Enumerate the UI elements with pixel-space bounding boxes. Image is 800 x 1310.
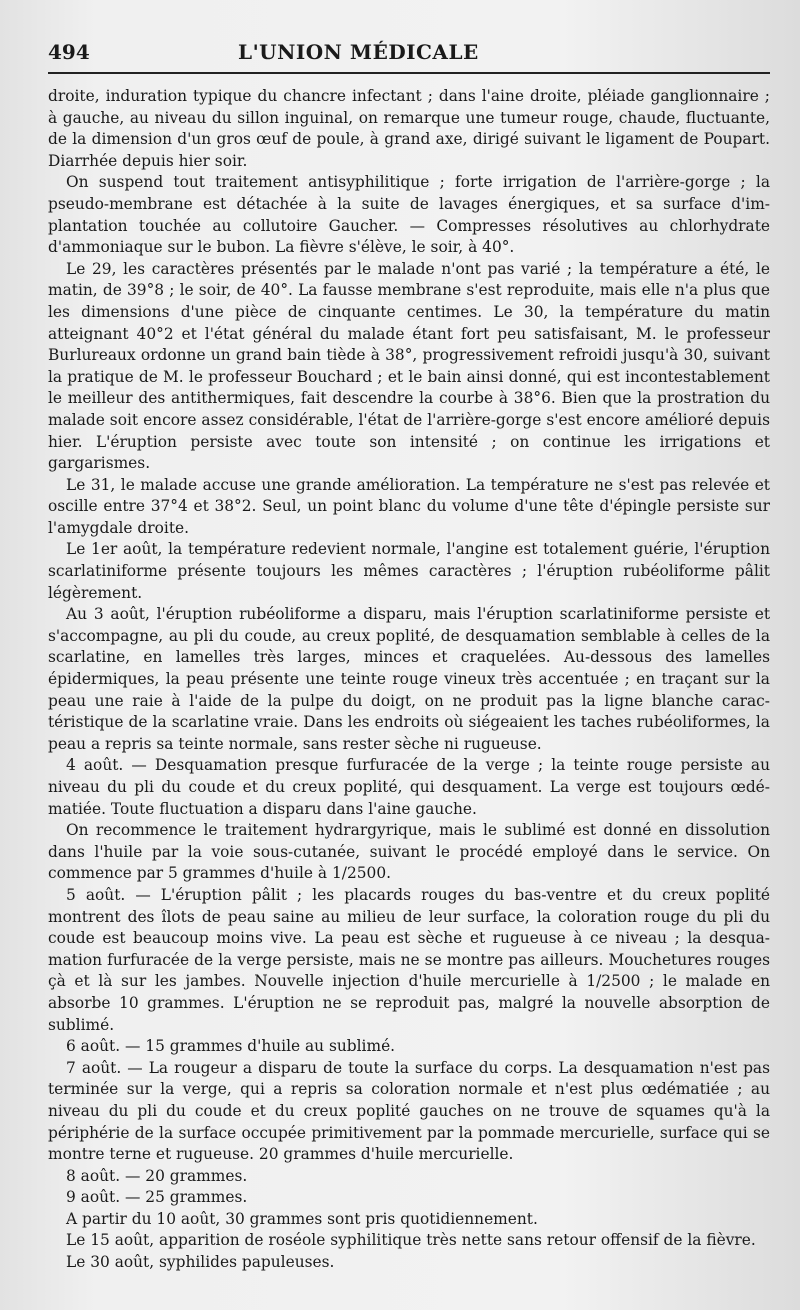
paragraph: Le 15 août, apparition de roséole syphilitique très nette sans retour offensif de la fièvre. <box>66 1231 756 1250</box>
paragraph: 9 août. — 25 grammes. <box>66 1188 248 1207</box>
page-header <box>48 40 770 70</box>
header-rule <box>48 72 770 74</box>
paragraph: 7 août. — La rougeur a disparu de toute la surface du corps. La desquamation n'est pas terminée sur la verge, qui a repris sa coloration normale et n'est plus œdématiée ; au niveau du pli du coude et du creux poplité gauches on ne trouve de squames qu'à la périphérie de la surface occupée primitivement par la pommade mercurielle, surface qui se montre terne et rugueuse. 20 grammes d'huile mercurielle. <box>48 1058 770 1164</box>
article-body <box>48 86 770 1274</box>
paragraph: Le 31, le malade accuse une grande amélioration. La température ne s'est pas relevée et oscille entre 37°4 et 38°2. Seul, un point blanc du volume d'une tête d'épingle persiste sur l'amygdale droite. <box>48 475 770 537</box>
paragraph: Le 29, les caractères présentés par le malade n'ont pas varié ; la température a été, le matin, de 39°8 ; le soir, de 40°. La fausse membrane s'est reproduite, mais elle n'a plus que les dimensions d'une pièce de cinquante centimes. Le 30, la température du matin atteignant 40°2 et l'état général du malade étant fort peu satisfaisant, M. le professeur Burlureaux ordonne un grand bain tiède à 38°, progressivement refroidi jusqu'à 30, suivant la pratique de M. le professeur Bouchard ; et le bain ainsi donné, qui est incontestablement le meilleur des antithermiques, fait descendre la courbe à 38°6. Bien que la prostration du malade soit encore assez considérable, l'état de l'arrière-gorge s'est encore amélioré depuis hier. L'éruption persiste avec toute son intensité ; on continue les irrigations et gargarismes. <box>48 259 770 473</box>
paragraph: Au 3 août, l'éruption rubéoliforme a disparu, mais l'éruption scarlatiniforme persiste et s'accompagne, au pli du coude, au creux poplité, de desquamation semblable à celles de la scarlatine, en lamelles très larges, minces et craquelées. Au-dessous des lamelles épidermiques, la peau présente une teinte rouge vineux très accentuée ; en traçant sur la peau une raie à l'aide de la pulpe du doigt, on ne produit pas la ligne blanche caractéristique de la scarlatine vraie. Dans les endroits où siégeaient les taches rubéoliformes, la peau a repris sa teinte normale, sans rester sèche ni rugueuse. <box>48 605 770 753</box>
paragraph: 4 août. — Desquamation presque furfuracée de la verge ; la teinte rouge persiste au niveau du pli du coude et du creux poplité, qui desquament. La verge est toujours œdématiée. Toute fluctuation a disparu dans l'aine gauche. <box>48 756 770 818</box>
paragraph: Le 1er août, la température redevient normale, l'angine est totalement guérie, l'éruption scarlatiniforme présente toujours les mêmes caractères ; l'éruption rubéoliforme pâlit légèrement. <box>48 540 770 602</box>
paragraph: 6 août. — 15 grammes d'huile au sublimé. <box>66 1037 396 1056</box>
paragraph: A partir du 10 août, 30 grammes sont pris quotidiennement. <box>66 1209 538 1228</box>
paragraph: Le 30 août, syphilides papuleuses. <box>66 1253 335 1272</box>
page-number: 494 <box>48 40 90 64</box>
paragraph: On recommence le traitement hydrargyrique, mais le sublimé est donné en dissolution dans l'huile par la voie sous-cutanée, suivant le procédé employé dans le service. On commence par 5 grammes d'huile à 1/2500. <box>48 821 770 883</box>
paragraph: On suspend tout traitement antisyphilitique ; forte irrigation de l'arrière-gorge ; la pseudo-membrane est détachée à la suite de lavages énergiques, et sa surface d'implantation touchée au collutoire Gaucher. — Compresses résolutives au chlorhydrate d'ammoniaque sur le bubon. La fièvre s'élève, le soir, à 40°. <box>48 173 770 257</box>
paragraph: droite, induration typique du chancre infectant ; dans l'aine droite, pléiade ganglionnaire ; à gauche, au niveau du sillon inguinal, on remarque une tumeur rouge, chaude, fluctuante, de la dimension d'un gros œuf de poule, à grand axe, dirigé suivant le ligament de Poupart. Diarrhée depuis hier soir. <box>48 87 770 170</box>
paragraph: 5 août. — L'éruption pâlit ; les placards rouges du bas-ventre et du creux poplité montrent des îlots de peau saine au milieu de leur surface, la coloration rouge du pli du coude est beaucoup moins vive. La peau est sèche et rugueuse à ce niveau ; la desquamation furfuracée de la verge persiste, mais ne se montre pas ailleurs. Mouchetures rouges çà et là sur les jambes. Nouvelle injection d'huile mercurielle à 1/2500 ; le malade en absorbe 10 grammes. L'éruption ne se reproduit pas, malgré la nouvelle absorption de sublimé. <box>48 885 770 1034</box>
running-title: L'UNION MÉDICALE <box>238 40 479 64</box>
paragraph: 8 août. — 20 grammes. <box>66 1166 248 1185</box>
